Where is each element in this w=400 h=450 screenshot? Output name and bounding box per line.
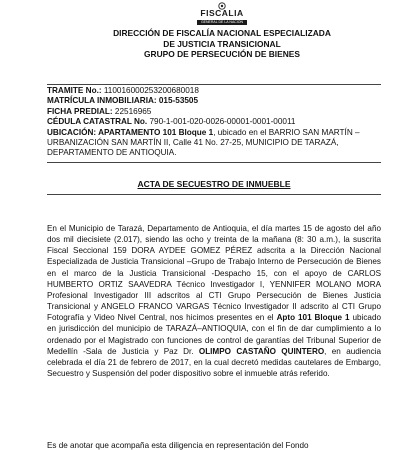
info-top-divider — [47, 84, 381, 85]
body-p1-text-a: En el Municipio de Tarazá, Departamento de Antioquia, el día martes 15 de agosto del año dos mil diecisiete (2.017), siendo las ocho y treinta de la mañana (8: 30 a.m.), la suscrita Fiscal Seccional 159 DORA AYDEE GOMEZ PÉREZ adscrita a la Dirección Nacional Especializada de Justicia Transicional –Grupo de Trabajo Interno de Persecución de Bienes en el marco de la Justicia Transicional -Despacho 15, con el apoyo de CARLOS HUMBERTO ORTIZ SAAVEDRA Técnico Investigador I, YENNIFER MOLANO MORA Profesional Investigador III adscritos al CTI Grupo Persecución de Bienes Justicia Transicional y ANGELO FRANCO VARGAS Técnico Investigador II adscrito al CTI Grupo Fotografía y Video Nivel Central, nos hicimos presentes en el — [47, 224, 381, 323]
cedula-row — [47, 117, 381, 127]
ubicacion-row — [47, 128, 381, 159]
body-p1-magistrate: OLIMPO CASTAÑO QUINTERO — [198, 346, 325, 356]
tramite-label: TRAMITE No.: — [47, 86, 102, 95]
act-body — [47, 223, 381, 379]
cedula-value: 790-1-001-020-0026-00001-0001-00011 — [147, 117, 296, 127]
tramite-value: 110016000253200680018 — [101, 86, 199, 95]
body-p1-text-b: ubicado en jurisdicción del municipio de TARAZÁ–ANTIOQUIA, con el fin de dar cumplimiento a lo ordenado por el Magistrado con funciones de control de garantías del Tribunal Superior de Medellín -Sala de Justicia y Paz Dr. — [47, 313, 381, 356]
case-info-block — [47, 86, 381, 159]
title-divider — [47, 194, 381, 195]
body-paragraph-1 — [47, 223, 381, 379]
act-title: ACTA DE SECUESTRO DE INMUEBLE — [137, 179, 291, 189]
logo-wordmark: FISCALIA — [200, 8, 244, 18]
matricula-label: MATRÍCULA INMOBILIARIA: 015-53505 — [47, 96, 199, 106]
body-p1-property: Apto 101 Bloque 1 — [276, 313, 350, 323]
info-bottom-divider — [47, 162, 381, 163]
logo-tagline: GENERAL DE LA NACION — [197, 20, 247, 25]
cedula-label: CÉDULA CATASTRAL No. — [47, 117, 148, 127]
body-p1-text-c: , en audiencia celebrada el día 21 de febrero de 2017, en la cual decretó medidas cautelares de Embargo, Secuestro y Suspensión del poder dispositivo sobre el inmueble atrás referido. — [47, 346, 381, 379]
ficha-row — [47, 107, 381, 117]
header-line-2: DE JUSTICIA TRANSICIONAL — [163, 38, 281, 49]
ubicacion-label: UBICACIÓN: APARTAMENTO 101 Bloque 1 — [47, 127, 214, 137]
body-paragraph-2: Es de anotar que acompaña esta diligencia en representación del Fondo — [47, 441, 309, 450]
header-line-1: DIRECCIÓN DE FISCALÍA NACIONAL ESPECIALIZADA — [113, 28, 331, 38]
matricula-row — [47, 96, 381, 106]
document-header — [60, 28, 384, 60]
ficha-value: 22516965 — [112, 106, 152, 116]
header-line-3: GRUPO DE PERSECUCIÓN DE BIENES — [144, 49, 300, 59]
tramite-row — [47, 86, 381, 96]
ubicacion-value: , ubicado en el BARRIO SAN MARTÍN –URBANIZACIÓN SAN MARTÍN II, Calle 41 No. 27-25, MUNICIPIO DE TARAZÁ, DEPARTAMENTO DE ANTIOQUIA. — [47, 127, 360, 158]
ficha-label: FICHA PREDIAL: — [47, 106, 113, 116]
